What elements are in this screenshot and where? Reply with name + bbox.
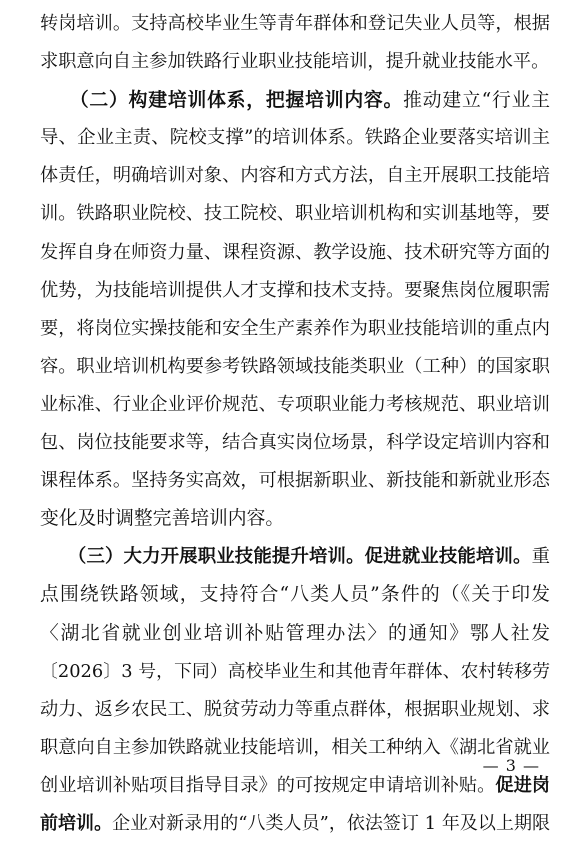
text-line: 训。铁路职业院校、技工院校、职业培训机构和实训基地等，要 bbox=[40, 203, 550, 225]
text-line: 点围绕铁路领域，支持符合“八类人员”条件的（《关于印发 bbox=[40, 584, 550, 606]
document-body bbox=[40, 5, 550, 843]
text-line: 导、企业主责、院校支撑”的培训体系。铁路企业要落实培训主 bbox=[40, 127, 550, 149]
page-number: — 3 — bbox=[482, 756, 540, 775]
text-line: 转岗培训。支持高校毕业生等青年群体和登记失业人员等，根据 bbox=[40, 13, 550, 34]
text-line: 前培训。企业对新录用的“八类人员”，依法签订 1 年及以上期限 bbox=[40, 812, 550, 834]
text-line: 变化及时调整完善培训内容。 bbox=[40, 508, 285, 530]
text-line: 职意向自主参加铁路就业技能培训，相关工种纳入《湖北省就业 bbox=[40, 736, 550, 758]
text-line: 业标准、行业企业评价规范、专项职业能力考核规范、职业培训 bbox=[40, 393, 550, 415]
text-line: 求职意向自主参加铁路行业职业技能培训，提升就业技能水平。 bbox=[40, 51, 550, 73]
bold-heading: 促进就业技能培训。 bbox=[364, 546, 532, 568]
text-line: 课程体系。坚持务实高效，可根据新职业、新技能和新就业形态 bbox=[40, 470, 550, 492]
bold-heading: 促进岗 bbox=[495, 774, 550, 796]
text-line: 创业培训补贴项目指导目录》的可按规定申请培训补贴。促进岗 bbox=[40, 774, 550, 796]
text-line: 包、岗位技能要求等，结合真实岗位场景，科学设定培训内容和 bbox=[40, 432, 550, 454]
text-line: （二）构建培训体系，把握培训内容。推动建立“行业主 bbox=[79, 89, 551, 112]
text-line: 要，将岗位实操技能和安全生产素养作为职业技能培训的重点内 bbox=[40, 317, 550, 339]
text-line: 容。职业培训机构要参考铁路领域技能类职业（工种）的国家职 bbox=[40, 355, 550, 377]
text-line: 发挥自身在师资力量、课程资源、教学设施、技术研究等方面的 bbox=[40, 241, 550, 263]
text-line: 优势，为技能培训提供人才支撑和技术支持。要聚焦岗位履职需 bbox=[40, 279, 550, 301]
text-line: 体责任，明确培训对象、内容和方式方法，自主开展职工技能培 bbox=[40, 165, 550, 187]
text-line: 动力、返乡农民工、脱贫劳动力等重点群体，根据职业规划、求 bbox=[40, 698, 550, 720]
bold-heading: （三）大力开展职业技能提升培训。 bbox=[77, 546, 365, 568]
text-line: （三）大力开展职业技能提升培训。促进就业技能培训。重 bbox=[77, 546, 550, 568]
bold-heading: （二）构建培训体系，把握培训内容。 bbox=[79, 89, 404, 112]
bold-heading: 前培训。 bbox=[40, 812, 113, 834]
text-line: 〈湖北省就业创业培训补贴管理办法〉的通知》鄂人社发 bbox=[40, 622, 550, 644]
text-line: 〔2026〕3 号，下同）高校毕业生和其他青年群体、农村转移劳 bbox=[40, 660, 550, 682]
